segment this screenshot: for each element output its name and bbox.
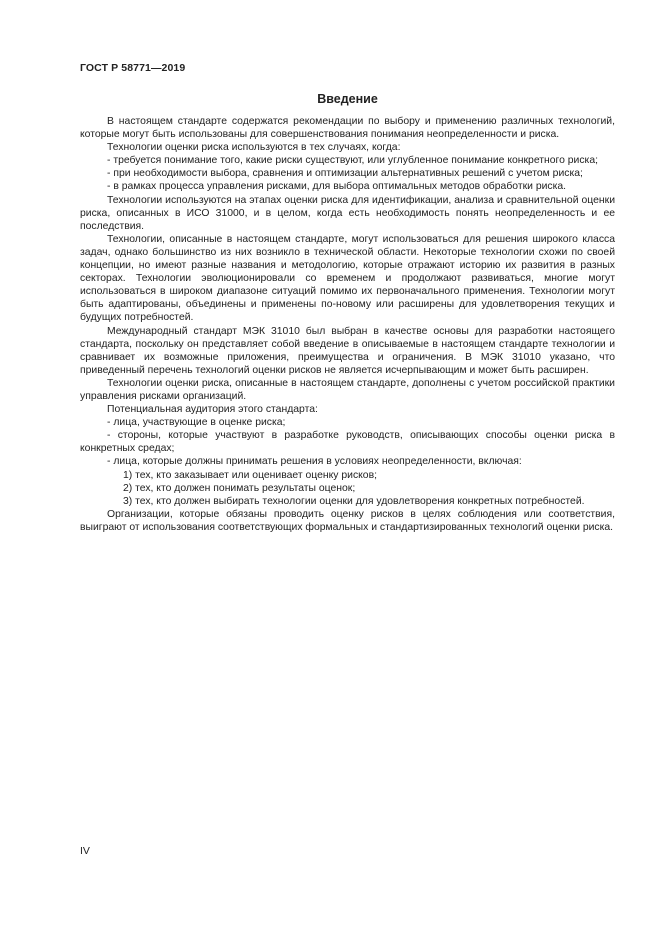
page-number: IV	[80, 845, 90, 857]
section-title: Введение	[317, 92, 378, 106]
paragraph: - при необходимости выбора, сравнения и оптимизации альтернативных решений с учетом риска;	[107, 168, 583, 180]
paragraph: Потенциальная аудитория этого стандарта:	[107, 404, 318, 416]
paragraph: Технологии оценки риска используются в тех случаях, когда:	[107, 142, 401, 154]
paragraph: Технологии используются на этапах оценки риска для идентификации, анализа и сравнительной оценки риска, описанных в ИСО 31000, и в целом, когда есть необходимость понять неопределенность и ее последствия.	[80, 194, 615, 232]
paragraph: - лица, которые должны принимать решения в условиях неопределенности, включая:	[107, 456, 522, 468]
numbered-list-item: 1) тех, кто заказывает или оценивает оценку рисков;	[123, 469, 377, 481]
paragraph: - требуется понимание того, какие риски существуют, или углубленное понимание конкретного риска;	[107, 155, 598, 167]
standard-code-header: ГОСТ Р 58771—2019	[80, 62, 186, 74]
paragraph: - в рамках процесса управления рисками, для выбора оптимальных методов обработки риска.	[107, 181, 567, 193]
paragraph: Технологии оценки риска, описанные в настоящем стандарте, дополнены с учетом российской практики управления рисками организаций.	[80, 377, 615, 402]
paragraph: - стороны, которые участвуют в разработке руководств, описывающих способы оценки риска в конкретных средах;	[80, 430, 615, 455]
paragraph: В настоящем стандарте содержатся рекомендации по выбору и применению различных технологий, которые могут быть использованы для совершенствования понимания неопределенности и риска.	[80, 116, 615, 141]
paragraph: Международный стандарт МЭК 31010 был выбран в качестве основы для разработки настоящего стандарта, поскольку он представляет собой введение в описываемые в настоящем стандарте технологии и сравнивает их возможные приложения, преимущества и ограничения. В МЭК 31010 указано, что приведенный перечень технологий оценки рисков не является исчерпывающим и может быть расширен.	[80, 325, 615, 376]
numbered-list-item: 2) тех, кто должен понимать результаты оценок;	[123, 482, 356, 494]
paragraph: Технологии, описанные в настоящем стандарте, могут использоваться для решения широкого класса задач, однако большинство из них возникло в технической области. Некоторые технологии схожи по своей концепции, но имеют разные названия и методологию, которые отражают историю их развития в разных секторах. Технологии эволюционировали со временем и продолжают развиваться, многие могут использоваться в широком диапазоне ситуаций помимо их первоначального применения. Технологии могут быть адаптированы, объединены и применены по-новому или расширены для удовлетворения текущих и будущих потребностей.	[80, 233, 615, 324]
paragraph: - лица, участвующие в оценке риска;	[107, 417, 286, 429]
paragraph: Организации, которые обязаны проводить оценку рисков в целях соблюдения или соответствия, выиграют от использования соответствующих формальных и стандартизированных технологий оценки риска.	[80, 508, 615, 533]
document-body	[80, 115, 615, 534]
numbered-list-item: 3) тех, кто должен выбирать технологии оценки для удовлетворения конкретных потребностей.	[123, 495, 585, 507]
